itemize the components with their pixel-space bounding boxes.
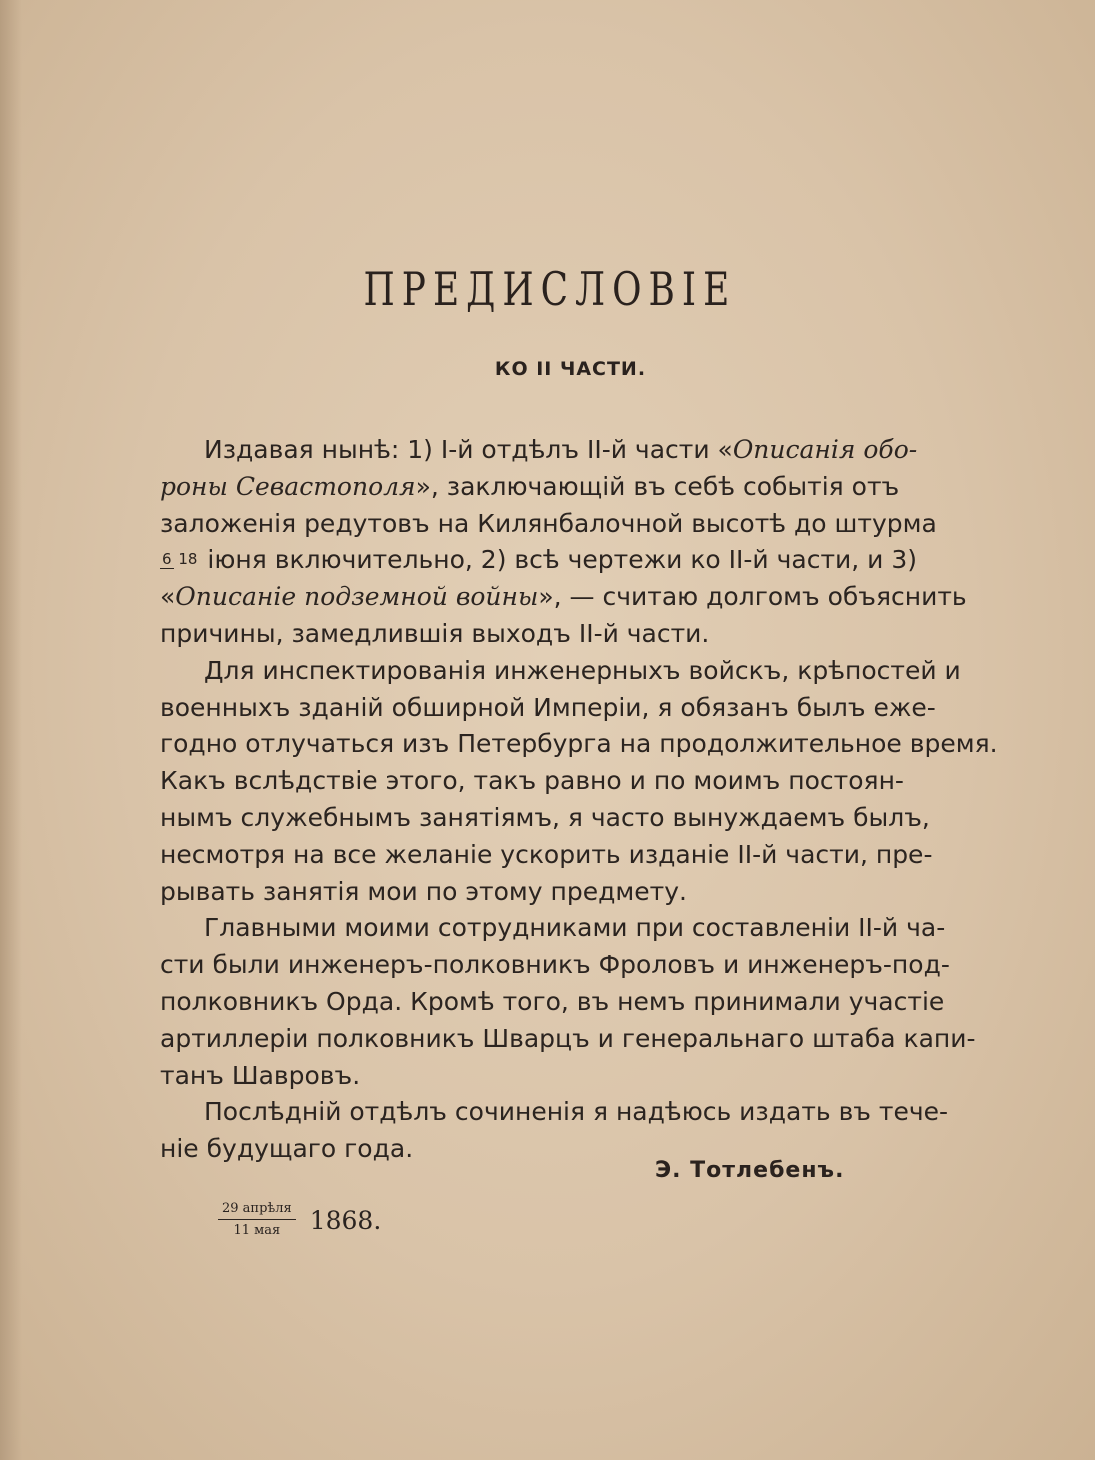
text-segment: заложенія редутовъ на Килянбалочной высотѣ до штурма: [160, 508, 937, 538]
text-segment: годно отлучаться изъ Петербурга на продолжительное время.: [160, 729, 998, 759]
date-fraction: [218, 1200, 296, 1239]
text-segment: нымъ служебнымъ занятіямъ, я часто вынуждаемъ былъ,: [160, 802, 930, 832]
text-segment: Послѣдній отдѣлъ сочиненія я надѣюсь издать въ тече-: [204, 1097, 949, 1127]
text-segment: Издавая нынѣ: 1) I-й отдѣлъ II-й части «: [204, 435, 733, 464]
text-segment: военныхъ зданій обширной Имперіи, я обязанъ былъ еже-: [160, 692, 936, 722]
fraction-numerator: 6: [162, 550, 172, 569]
text-line: [160, 506, 937, 543]
italic-title-segment: Описаніе подземной войны: [175, 582, 539, 612]
publication-date: [218, 1200, 381, 1239]
date-fraction: [160, 551, 197, 569]
text-line: [160, 726, 998, 763]
text-segment: причины, замедлившія выходъ II-й части.: [160, 618, 710, 648]
text-line: [160, 1021, 976, 1058]
text-line: [160, 432, 918, 469]
text-segment: артиллеріи полковникъ Шварцъ и генеральнаго штаба капи-: [160, 1023, 976, 1053]
text-line: [160, 616, 875, 653]
date-year: 1868.: [309, 1206, 382, 1235]
text-line: [160, 469, 900, 506]
text-line: [160, 653, 961, 690]
text-segment: несмотря на все желаніе ускорить изданіе II-й части, пре-: [160, 839, 933, 869]
text-line: [160, 984, 945, 1021]
text-line: [160, 579, 967, 616]
preface-body: [160, 432, 998, 1168]
text-line: [160, 690, 936, 727]
text-segment: «: [160, 582, 176, 612]
spine-shadow: [0, 0, 22, 1460]
text-segment: », заключающій въ себѣ событія отъ: [415, 471, 900, 501]
fraction-denominator: 18: [178, 550, 198, 569]
text-line: [160, 947, 950, 984]
date-new-style: 11 мая: [233, 1223, 281, 1238]
italic-title-segment: роны Севастополя: [160, 471, 416, 501]
text-segment: Для инспектированія инженерныхъ войскъ, крѣпостей и: [204, 655, 961, 685]
page-title: ПРЕДИСЛОВІЕ: [363, 262, 737, 316]
text-line: [160, 763, 904, 800]
italic-title-segment: Описанія обо-: [732, 435, 918, 464]
text-segment: », — считаю долгомъ объяснить: [538, 582, 967, 612]
date-old-style: 29 апрѣля: [218, 1200, 296, 1220]
text-line: [160, 910, 946, 947]
text-segment: танъ Шавровъ.: [160, 1060, 361, 1090]
author-signature: Э. Тотлебенъ.: [655, 1158, 845, 1183]
text-segment: сти были инженеръ-полковникъ Фроловъ и инженеръ-под-: [160, 950, 950, 980]
text-segment: іюня включительно, 2) всѣ чертежи ко II-й части, и 3): [207, 545, 918, 575]
text-segment: ніе будущаго года.: [160, 1134, 414, 1164]
page-subtitle: КО II ЧАСТИ.: [494, 358, 647, 380]
text-segment: полковникъ Орда. Кромѣ того, въ немъ принимали участіе: [160, 986, 945, 1016]
text-line: [160, 800, 930, 837]
text-line: [160, 837, 933, 874]
text-line: [160, 1058, 875, 1095]
text-segment: рывать занятія мои по этому предмету.: [160, 876, 687, 906]
text-line: [160, 874, 875, 911]
text-line: [160, 542, 918, 579]
text-segment: Главными моими сотрудниками при составленіи II-й ча-: [204, 913, 946, 943]
text-segment: Какъ вслѣдствіе этого, такъ равно и по моимъ постоян-: [160, 766, 904, 796]
text-line: [160, 1094, 949, 1131]
